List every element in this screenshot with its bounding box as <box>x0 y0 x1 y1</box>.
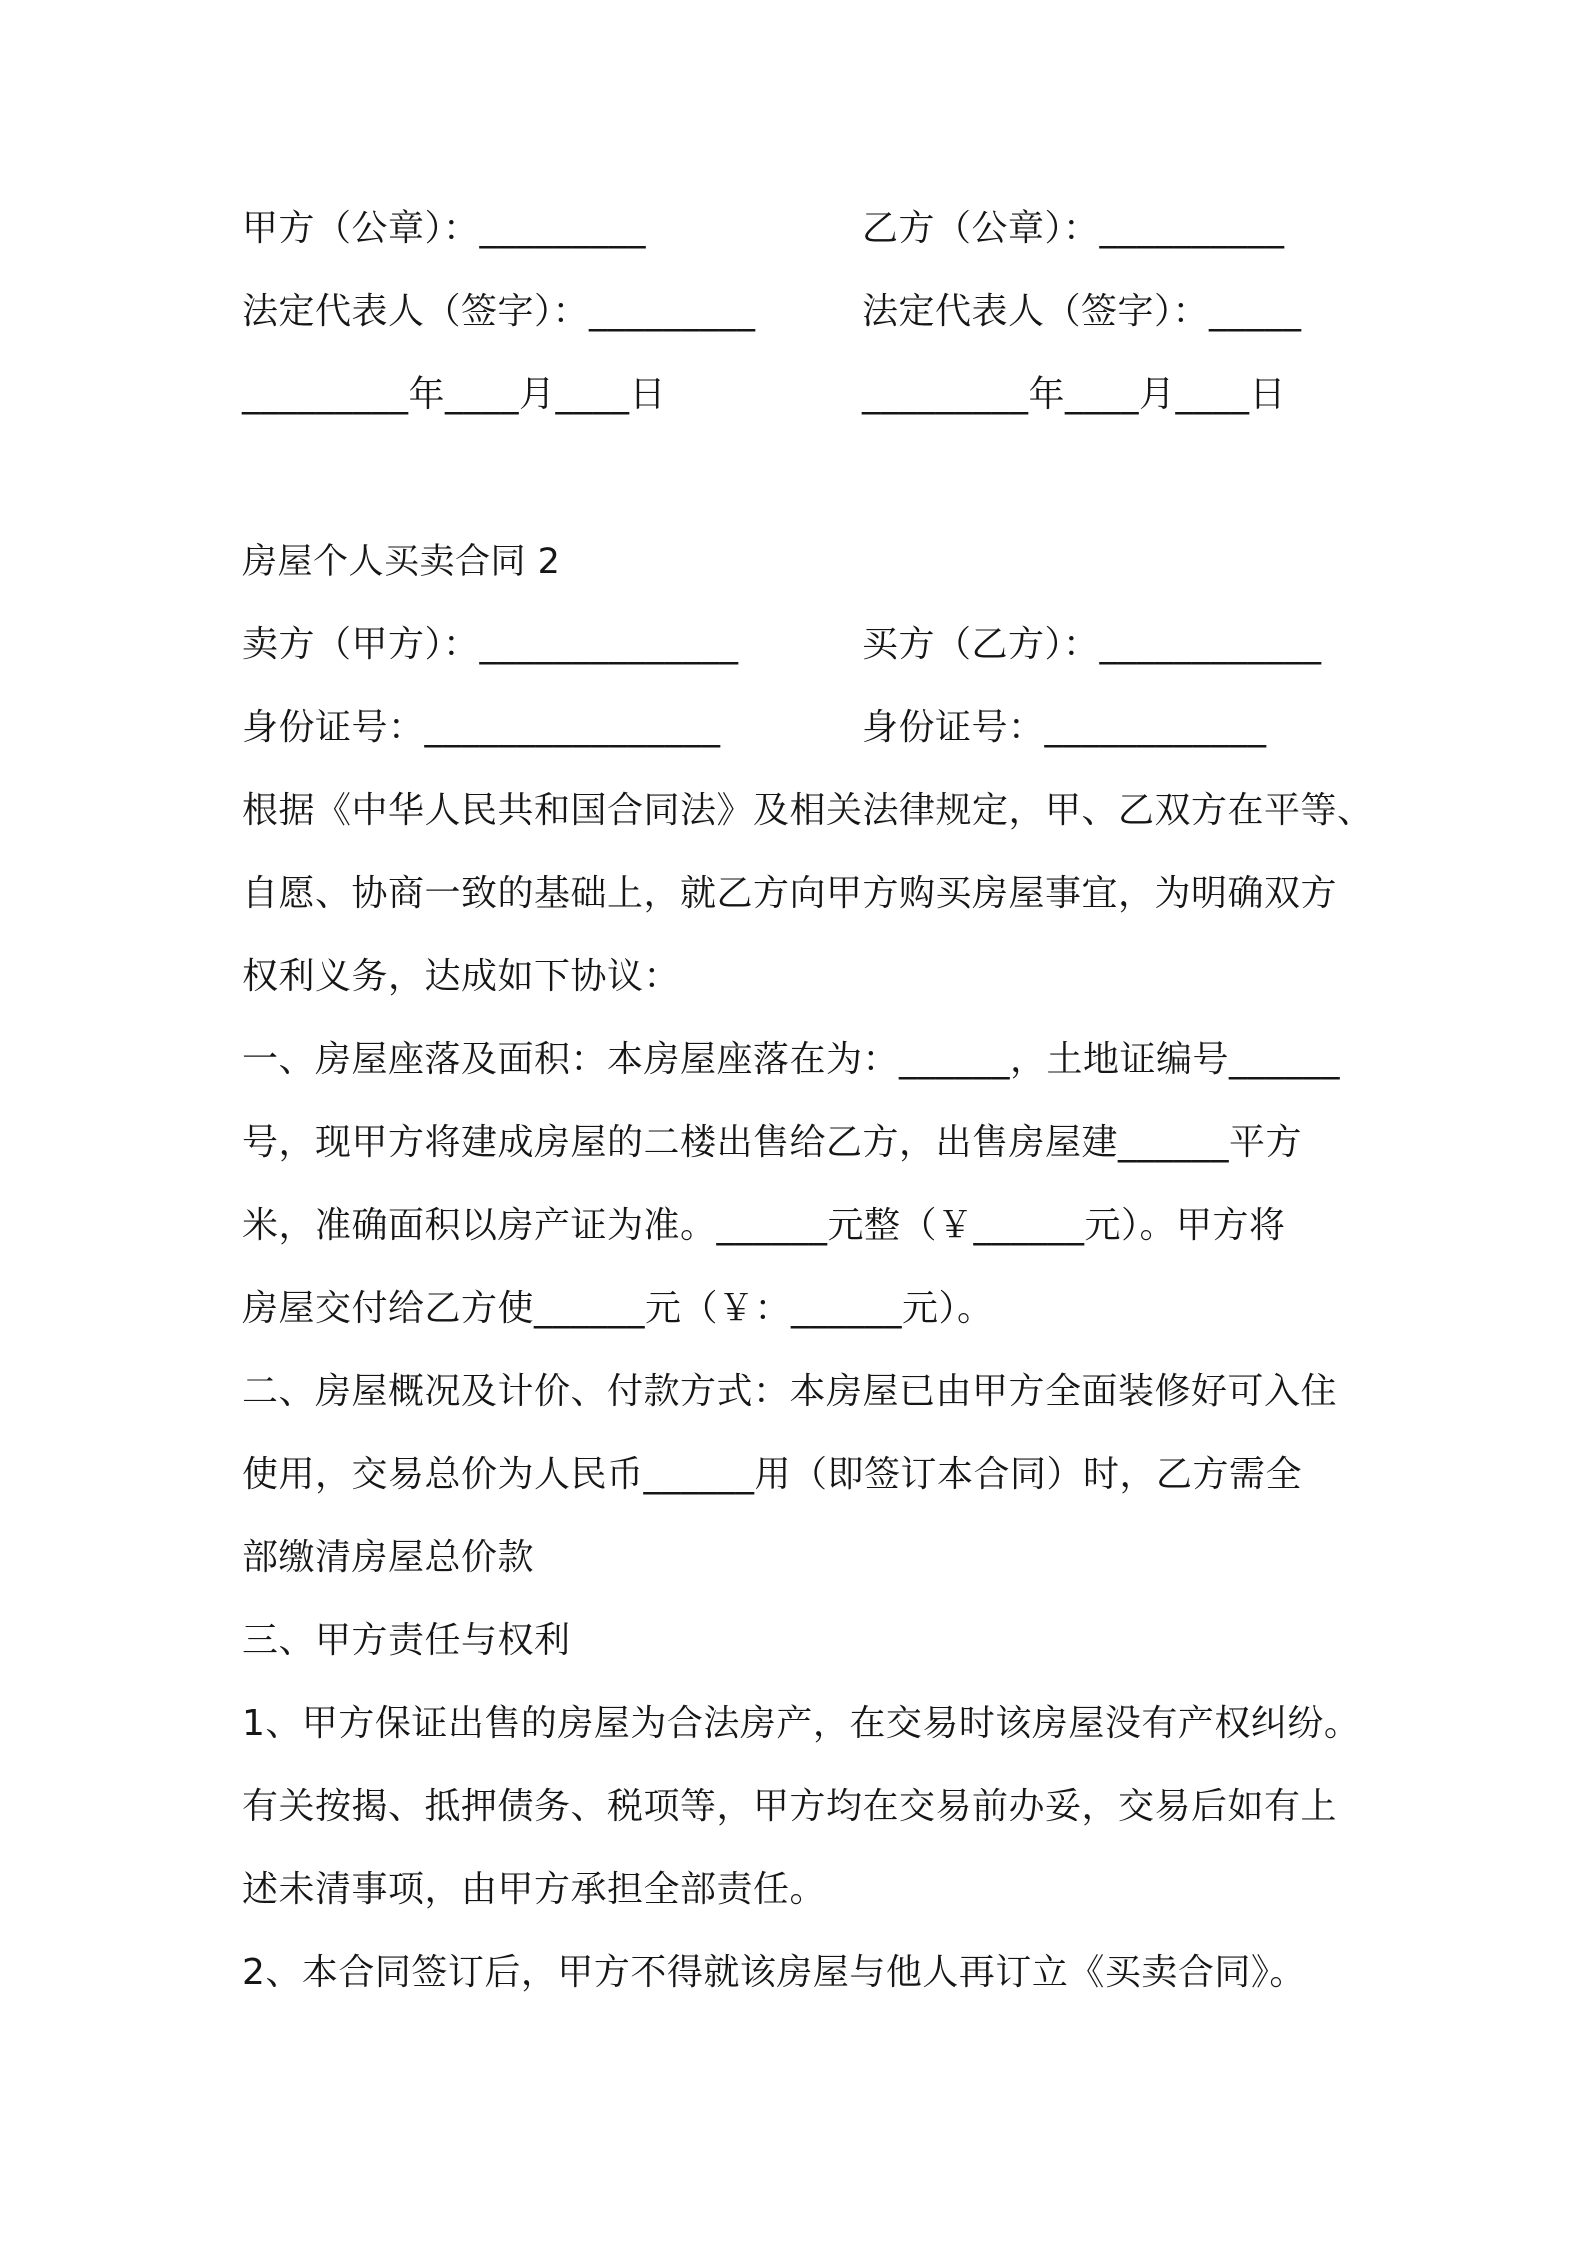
party-a-date-line: _________年____月____日 <box>242 374 666 415</box>
seller-line: 卖方（甲方）：______________ <box>242 624 739 665</box>
buyer-line: 买方（乙方）：____________ <box>862 624 1322 665</box>
body-line: 权利义务，达成如下协议： <box>242 956 681 997</box>
body-line: 自愿、协商一致的基础上，就乙方向甲方购买房屋事宜，为明确双方 <box>242 873 1338 914</box>
body-line: 述未清事项，由甲方承担全部责任。 <box>242 1869 827 1910</box>
section-1-line: 一、房屋座落及面积：本房屋座落在为：______，土地证编号______ <box>242 1039 1341 1080</box>
body-line: 米，准确面积以房产证为准。______元整（￥______元）。甲方将 <box>242 1205 1286 1246</box>
contract-title: 房屋个人买卖合同 2 <box>242 542 561 582</box>
party-b-seal-line: 乙方（公章）：__________ <box>862 208 1285 249</box>
party-b-representative-line: 法定代表人（签字）：_____ <box>862 291 1302 332</box>
body-line: 有关按揭、抵押债务、税项等，甲方均在交易前办妥，交易后如有上 <box>242 1786 1338 1827</box>
party-b-date-line: _________年____月____日 <box>862 374 1286 415</box>
seller-id-line: 身份证号：________________ <box>242 707 721 748</box>
body-line: 房屋交付给乙方使______元（￥：______元）。 <box>242 1288 994 1329</box>
clause-2-line: 2、本合同签订后，甲方不得就该房屋与他人再订立《买卖合同》。 <box>242 1952 1306 1993</box>
body-line: 使用，交易总价为人民币______用（即签订本合同）时，乙方需全 <box>242 1454 1303 1495</box>
clause-1-line: 1、甲方保证出售的房屋为合法房产，在交易时该房屋没有产权纠纷。 <box>242 1703 1361 1744</box>
section-2-line: 二、房屋概况及计价、付款方式：本房屋已由甲方全面装修好可入住 <box>242 1371 1338 1412</box>
body-line: 号，现甲方将建成房屋的二楼出售给乙方，出售房屋建______平方 <box>242 1122 1303 1163</box>
party-a-representative-line: 法定代表人（签字）：_________ <box>242 291 756 332</box>
body-line: 部缴清房屋总价款 <box>242 1537 535 1578</box>
body-line: 根据《中华人民共和国合同法》及相关法律规定，甲、乙双方在平等、 <box>242 790 1374 831</box>
buyer-id-line: 身份证号：____________ <box>862 707 1267 748</box>
section-3-heading: 三、甲方责任与权利 <box>242 1620 571 1661</box>
party-a-seal-line: 甲方（公章）：_________ <box>242 208 647 249</box>
